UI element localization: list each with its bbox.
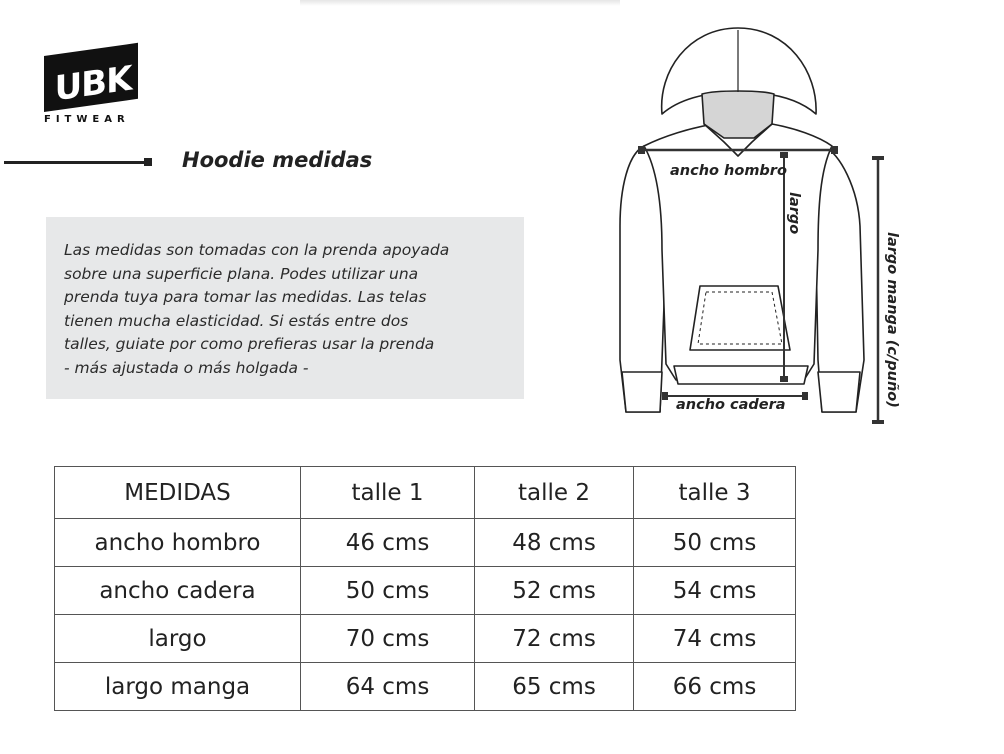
title-rule — [4, 161, 146, 164]
header-cell: talle 2 — [475, 467, 634, 519]
logo-subtitle: FITWEAR — [44, 114, 130, 125]
table-header-row — [55, 467, 796, 519]
table-row — [55, 519, 796, 567]
note-line: prenda tuya para tomar las medidas. Las telas — [64, 288, 427, 306]
table-cell: 66 cms — [634, 663, 796, 711]
label-largo-manga: largo manga (c/puño) — [884, 232, 900, 408]
table-cell: 46 cms — [301, 519, 475, 567]
note-line: talles, guiate por como prefieras usar la prenda — [64, 335, 435, 353]
measurement-note — [46, 217, 524, 399]
table-cell: 50 cms — [301, 567, 475, 615]
title-rule-end — [144, 158, 152, 166]
note-line: tienen mucha elasticidad. Si estás entre dos — [64, 311, 409, 330]
label-ancho-hombro: ancho hombro — [670, 163, 787, 179]
table-cell: largo — [55, 615, 301, 663]
table-cell: 74 cms — [634, 615, 796, 663]
right-cuff — [818, 372, 860, 412]
table-cell: 72 cms — [475, 615, 634, 663]
table-cell: 48 cms — [475, 519, 634, 567]
table-cell: ancho cadera — [55, 567, 301, 615]
header-cell: talle 3 — [634, 467, 796, 519]
pocket — [690, 286, 790, 350]
header-cell: talle 1 — [301, 467, 475, 519]
left-cuff — [622, 372, 662, 412]
table-cell: 70 cms — [301, 615, 475, 663]
table-cell: 50 cms — [634, 519, 796, 567]
table-cell: 64 cms — [301, 663, 475, 711]
table-cell: 65 cms — [475, 663, 634, 711]
table-cell: 54 cms — [634, 567, 796, 615]
note-line: sobre una superficie plana. Podes utilizar una — [64, 264, 419, 283]
top-shadow — [300, 0, 620, 6]
label-ancho-cadera: ancho cadera — [676, 397, 786, 413]
logo-text: UBK — [54, 58, 132, 110]
header-cell: MEDIDAS — [55, 467, 301, 519]
brand-logo — [44, 56, 144, 130]
note-line: - más ajustada o más holgada - — [64, 358, 309, 377]
table-row — [55, 663, 796, 711]
table-row — [55, 615, 796, 663]
note-line: Las medidas son tomadas con la prenda apoyada — [64, 241, 450, 259]
size-table — [54, 466, 796, 711]
table-cell: 52 cms — [475, 567, 634, 615]
hoodie-diagram — [604, 20, 904, 430]
table-cell: largo manga — [55, 663, 301, 711]
table-row — [55, 567, 796, 615]
page-title: Hoodie medidas — [182, 148, 373, 172]
label-largo: largo — [786, 192, 802, 235]
table-cell: ancho hombro — [55, 519, 301, 567]
